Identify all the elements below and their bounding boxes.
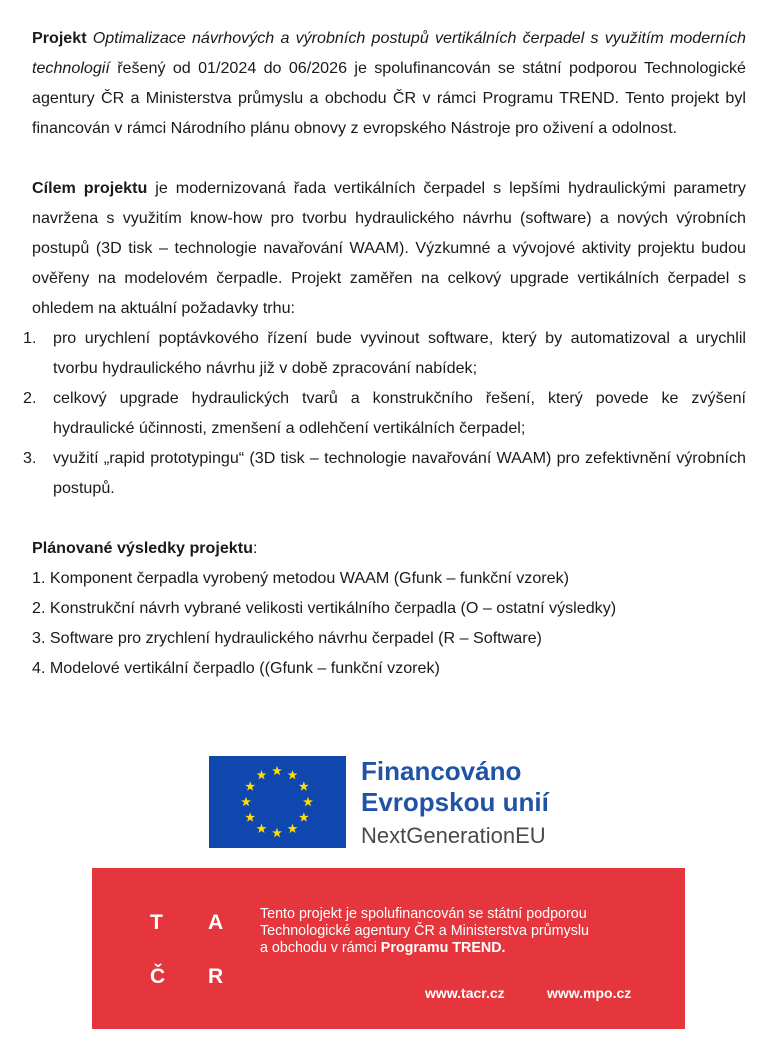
eu-star-icon (272, 828, 282, 837)
tacr-logo-letter: R (208, 965, 224, 988)
eu-label-line3: NextGenerationEU (361, 823, 546, 848)
goal-label: Cílem projektu (32, 179, 148, 197)
goal-paragraph (32, 173, 746, 323)
project-title: Optimalizace návrhových a výrobních postupů vertikálních čerpadel s využitím moderních technologií (32, 29, 746, 77)
tacr-logo-letter: Č (150, 965, 166, 988)
intro-paragraph (32, 23, 746, 143)
tacr-logo-letter: T (150, 911, 163, 934)
tacr-link[interactable]: www.tacr.cz (425, 985, 505, 1001)
eu-flag-icon (209, 756, 346, 848)
list-item: 3. využití „rapid prototypingu“ (3D tisk – technologie navařování WAAM) pro zefektivnění výrobních postupů. (23, 449, 746, 497)
eu-star-icon (245, 781, 255, 790)
eu-label-line2: Evropskou unií (361, 787, 549, 817)
eu-star-icon (288, 824, 298, 833)
eu-label-line1: Financováno (361, 756, 522, 786)
tacr-description: Tento projekt je spolufinancován se státní podporou Technologické agentury ČR a Ministerstva průmyslu a obchodu v rámci Programu TREND. (260, 906, 589, 956)
eu-star-icon (299, 812, 309, 821)
results-heading: Plánované výsledky projektu: (32, 539, 258, 557)
list-item: 3. Software pro zrychlení hydraulického návrhu čerpadel (R – Software) (32, 629, 542, 647)
eu-star-icon (257, 824, 267, 833)
eu-star-icon (288, 770, 298, 779)
list-item: 2. Konstrukční návrh vybrané velikosti vertikálního čerpadla (O – ostatní výsledky) (32, 599, 617, 617)
tacr-banner (92, 868, 685, 1029)
list-item: 1. Komponent čerpadla vyrobený metodou WAAM (Gfunk – funkční vzorek) (32, 569, 570, 587)
eu-funding-logo (209, 756, 569, 852)
document-body (23, 23, 746, 683)
eu-star-icon (257, 770, 267, 779)
eu-star-icon (272, 766, 282, 775)
eu-star-icon (245, 812, 255, 821)
list-item: 1. pro urychlení poptávkového řízení bude vyvinout software, který by automatizoval a urychlil tvorbu hydraulického návrhu již v době zpracování nabídek; (23, 329, 746, 377)
intro-label: Projekt (32, 29, 87, 47)
mpo-link[interactable]: www.mpo.cz (547, 985, 632, 1001)
tacr-logo-letter: A (208, 911, 224, 934)
eu-star-icon (241, 797, 251, 806)
list-item: 2. celkový upgrade hydraulických tvarů a konstrukčního řešení, který povede ke zvýšení hydraulické účinnosti, zmenšení a odlehčení vertikálních čerpadel; (23, 389, 746, 437)
results-list (32, 563, 746, 683)
eu-star-icon (303, 797, 313, 806)
list-item: 4. Modelové vertikální čerpadlo ((Gfunk – funkční vzorek) (32, 659, 440, 677)
eu-stars (209, 756, 346, 848)
goal-text: je modernizovaná řada vertikálních čerpadel s lepšími hydraulickými parametry navržena s využitím know-how pro tvorbu hydraulického návrhu (software) a nových výrobních postupů (3D tisk – technologie navařování WAAM). Výzkumné a vývojové aktivity projektu budou ověřeny na modelovém čerpadle. Projekt zaměřen na celkový upgrade vertikálních čerpadel s ohledem na aktuální požadavky trhu: (32, 179, 746, 317)
eu-star-icon (299, 781, 309, 790)
intro-text: řešený od 01/2024 do 06/2026 je spolufinancován se státní podporou Technologické agentury ČR a Ministerstva průmyslu a obchodu ČR v rámci Programu TREND. Tento projekt byl financován v rámci Národního plánu obnovy z evropského Nástroje pro oživení a odolnost. (32, 59, 746, 137)
goal-list (23, 323, 746, 503)
